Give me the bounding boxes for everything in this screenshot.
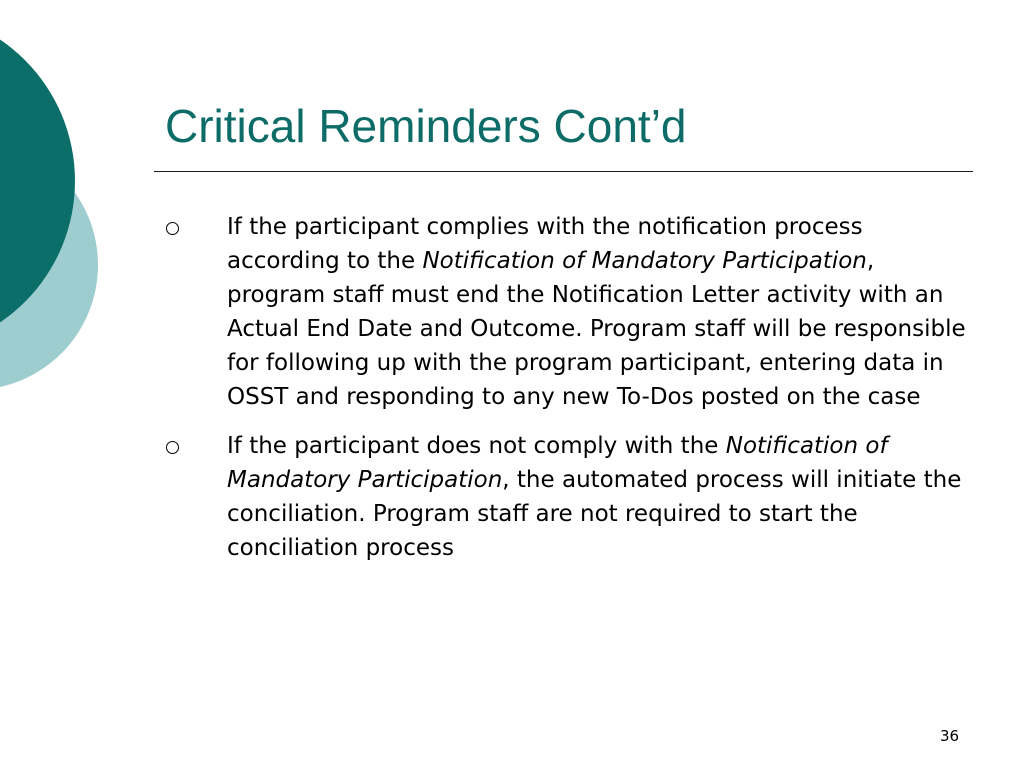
bullet-item-compliance — [166, 210, 966, 414]
bullet-text-after: , the automated process will initiate the conciliation. Program staff are not required to start the conciliation process — [227, 467, 962, 561]
bullet-text-before: If the participant complies with the notification process according to the — [227, 214, 863, 274]
hollow-circle-bullet-icon — [166, 441, 179, 454]
title-divider — [154, 171, 973, 172]
bullet-text-emphasis: Notification of Mandatory Participation — [422, 248, 867, 274]
bullet-item-noncompliance — [166, 429, 966, 565]
page-number: 36 — [940, 727, 960, 745]
bullet-text-emphasis: Notification of Mandatory Participation — [227, 433, 888, 493]
bullet-list — [166, 210, 966, 580]
slide-title: Critical Reminders Cont’d — [165, 100, 687, 152]
hollow-circle-bullet-icon — [166, 222, 179, 235]
bullet-text-after: , program staff must end the Notification Letter activity with an Actual End Date and Outcome. Program staff will be responsible for following up with the program participant, entering data in OSST and responding to any new To-Dos posted on the case — [227, 248, 966, 410]
bullet-text-before: If the participant does not comply with the — [227, 433, 726, 459]
